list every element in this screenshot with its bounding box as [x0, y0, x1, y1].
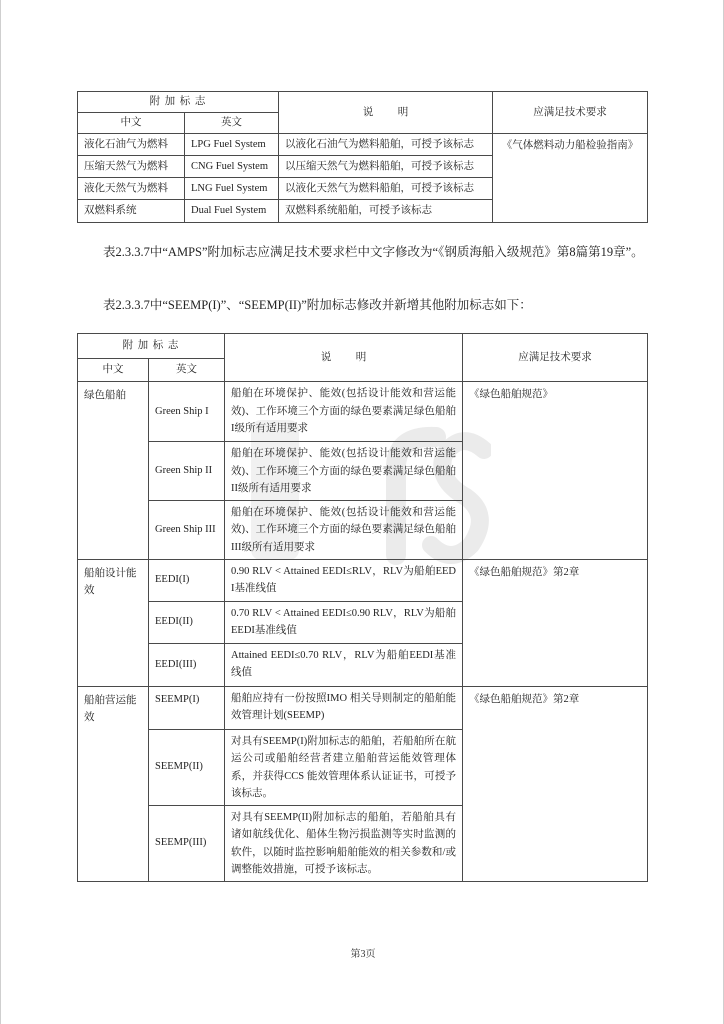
notation-description: 双燃料系统船舶，可授予该标志 [279, 200, 493, 223]
notation-requirement: 《绿色船舶规范》 [463, 382, 648, 560]
notation-english: LNG Fuel System [185, 178, 279, 200]
notation-description: 0.70 RLV < Attained EEDI≤0.90 RLV，RLV为船舶EEDI基准线值 [225, 601, 463, 643]
page-number: 第3页 [350, 949, 376, 960]
notation-english: Green Ship I [149, 382, 225, 442]
notation-english: Green Ship II [149, 442, 225, 501]
notation-english: CNG Fuel System [185, 156, 279, 178]
header-requirement: 应满足技术要求 [463, 334, 648, 382]
notation-english: EEDI(II) [149, 601, 225, 643]
notation-english: Dual Fuel System [185, 200, 279, 223]
amendment-paragraph-seemp: 表2.3.3.7中“SEEMP(I)”、“SEEMP(II)”附加标志修改并新增其他附加标志如下： [103, 298, 532, 312]
notation-english: LPG Fuel System [185, 134, 279, 156]
green-ship-notation-table [77, 333, 648, 882]
notation-description: 以压缩天然气为燃料船舶，可授予该标志 [279, 156, 493, 178]
notation-requirement: 《绿色船舶规范》第2章 [463, 559, 648, 686]
notation-description: 0.90 RLV < Attained EEDI≤RLV，RLV为船舶EEDI基准线值 [225, 559, 463, 601]
header-chinese: 中文 [78, 359, 149, 382]
notation-requirement: 《气体燃料动力船检验指南》 [493, 134, 648, 223]
notation-chinese: 液化石油气为燃料 [78, 134, 185, 156]
notation-description: 以液化天然气为燃料船舶，可授予该标志 [279, 178, 493, 200]
header-english: 英文 [149, 359, 225, 382]
header-notation-group: 附 加 标 志 [78, 334, 225, 359]
notation-english: SEEMP(I) [149, 686, 225, 729]
notation-chinese: 船舶营运能效 [78, 686, 149, 881]
table-row [78, 382, 648, 442]
gas-fuel-notation-table [77, 91, 648, 223]
notation-chinese: 绿色船舶 [78, 382, 149, 560]
header-chinese: 中文 [78, 113, 185, 134]
notation-description: 船舶应持有一份按照IMO 相关导则制定的船舶能效管理计划(SEEMP) [225, 686, 463, 729]
notation-chinese: 压缩天然气为燃料 [78, 156, 185, 178]
amendment-paragraph-amps: 表2.3.3.7中“AMPS”附加标志应满足技术要求栏中文字修改为“《钢质海船入级规范》第8篇第19章”。 [103, 245, 644, 259]
header-english: 英文 [185, 113, 279, 134]
notation-chinese: 双燃料系统 [78, 200, 185, 223]
notation-requirement: 《绿色船舶规范》第2章 [463, 686, 648, 881]
header-description: 说 明 [225, 334, 463, 382]
notation-description: 对具有SEEMP(II)附加标志的船舶，若船舶具有诸如航线优化、船体生物污损监测等实时监测的软件，以随时监控影响船舶能效的相关参数和/或调整能效措施，可授予该标志。 [225, 805, 463, 881]
notation-description: 船舶在环境保护、能效(包括设计能效和营运能效)、工作环境三个方面的绿色要素满足绿色船舶II级所有适用要求 [225, 442, 463, 501]
notation-chinese: 液化天然气为燃料 [78, 178, 185, 200]
notation-english: SEEMP(II) [149, 729, 225, 805]
notation-description: 对具有SEEMP(I)附加标志的船舶，若船舶所在航运公司或船舶经营者建立船舶营运能效管理体系，并获得CCS 能效管理体系认证证书，可授予该标志。 [225, 729, 463, 805]
header-description: 说 明 [279, 92, 493, 134]
header-notation-group: 附 加 标 志 [78, 92, 279, 113]
header-requirement: 应满足技术要求 [493, 92, 648, 134]
table-row [78, 559, 648, 601]
notation-description: Attained EEDI≤0.70 RLV，RLV为船舶EEDI基准线值 [225, 643, 463, 686]
notation-chinese: 船舶设计能效 [78, 559, 149, 686]
notation-description: 以液化石油气为燃料船舶，可授予该标志 [279, 134, 493, 156]
notation-english: SEEMP(III) [149, 805, 225, 881]
notation-description: 船舶在环境保护、能效(包括设计能效和营运能效)、工作环境三个方面的绿色要素满足绿色船舶III级所有适用要求 [225, 500, 463, 559]
notation-english: Green Ship III [149, 500, 225, 559]
notation-english: EEDI(III) [149, 643, 225, 686]
notation-english: EEDI(I) [149, 559, 225, 601]
table-row [78, 686, 648, 729]
table-row [78, 134, 648, 156]
notation-description: 船舶在环境保护、能效(包括设计能效和营运能效)、工作环境三个方面的绿色要素满足绿色船舶I级所有适用要求 [225, 382, 463, 442]
